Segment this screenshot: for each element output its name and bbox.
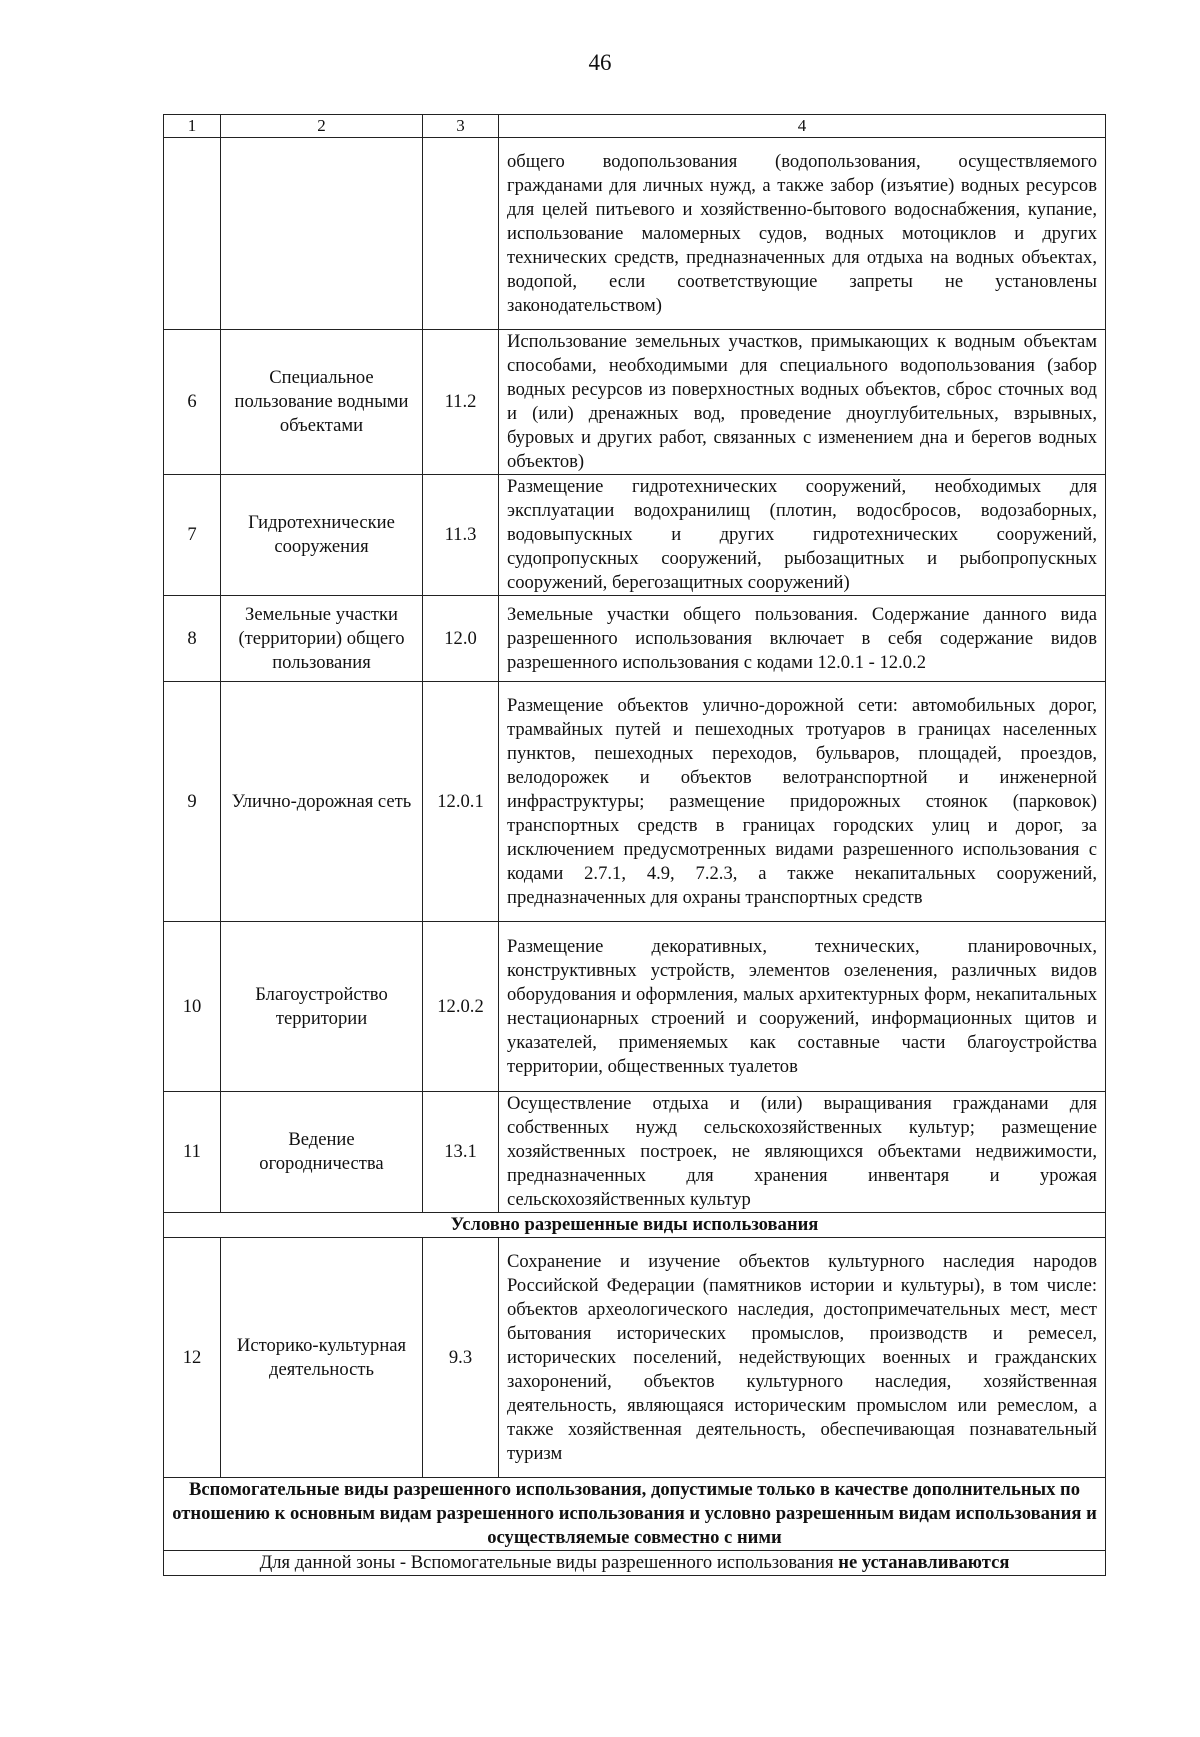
row-code <box>423 138 499 330</box>
section-heading-conditional: Условно разрешенные виды использования <box>164 1213 1106 1238</box>
table-row <box>164 475 1106 596</box>
row-code: 12.0.1 <box>423 682 499 922</box>
footer-cell <box>164 1551 1106 1576</box>
row-code: 12.0.2 <box>423 922 499 1092</box>
section-row-auxiliary <box>164 1478 1106 1551</box>
row-code: 12.0 <box>423 596 499 682</box>
page-number: 46 <box>588 50 612 75</box>
row-number: 6 <box>164 330 221 475</box>
row-name: Земельные участки (территории) общего пользования <box>221 596 423 682</box>
row-description: Размещение декоративных, технических, планировочных, конструктивных устройств, элементов озеленения, различных видов оборудования и оформления, малых архитектурных форм, некапитальных нестационарных строений и сооружений, информационных щитов и указателей, применяемых как составные части благоустройства территории, общественных туалетов <box>499 922 1106 1092</box>
row-name: Улично-дорожная сеть <box>221 682 423 922</box>
table-row <box>164 682 1106 922</box>
section-row-conditional <box>164 1213 1106 1238</box>
row-number: 12 <box>164 1238 221 1478</box>
row-code: 11.2 <box>423 330 499 475</box>
row-description: Размещение гидротехнических сооружений, необходимых для эксплуатации водохранилищ (плотин, водосбросов, водозаборных, водовыпускных и других гидротехнических сооружений, судопропускных сооружений, рыбозащитных и рыбопропускных сооружений, берегозащитных сооружений) <box>499 475 1106 596</box>
row-code: 9.3 <box>423 1238 499 1478</box>
row-name: Историко-культурная деятельность <box>221 1238 423 1478</box>
row-description: Осуществление отдыха и (или) выращивания гражданами для собственных нужд сельскохозяйственных культур; размещение хозяйственных построек, не являющихся объектами недвижимости, предназначенных для хранения инвентаря и урожая сельскохозяйственных культур <box>499 1092 1106 1213</box>
land-use-table <box>163 114 1106 1576</box>
section-heading-auxiliary: Вспомогательные виды разрешенного использования, допустимые только в качестве дополнительных по отношению к основным видам разрешенного использования и условно разрешенным видам использования и осуществляемые совместно с ними <box>164 1478 1106 1551</box>
row-number: 7 <box>164 475 221 596</box>
table-row <box>164 1238 1106 1478</box>
row-description: Земельные участки общего пользования. Содержание данного вида разрешенного использования включает в себя содержание видов разрешенного использования с кодами 12.0.1 - 12.0.2 <box>499 596 1106 682</box>
row-number: 9 <box>164 682 221 922</box>
footer-bold-text: не устанавливаются <box>838 1552 1010 1573</box>
row-number: 8 <box>164 596 221 682</box>
header-col-3: 3 <box>423 115 499 138</box>
row-description: Сохранение и изучение объектов культурного наследия народов Российской Федерации (памятников истории и культуры), в том числе: объектов археологического наследия, достопримечательных мест, мест бытования исторических промыслов, производств и ремесел, исторических поселений, недействующих военных и гражданских захоронений, объектов культурного наследия, хозяйственная деятельность, являющаяся историческим промыслом или ремеслом, а также хозяйственная деятельность, обеспечивающая познавательный туризм <box>499 1238 1106 1478</box>
row-name: Ведение огородничества <box>221 1092 423 1213</box>
row-description: общего водопользования (водопользования, осуществляемого гражданами для личных нужд, а также забор (изъятие) водных ресурсов для целей питьевого и хозяйственно-бытового водоснабжения, купание, использование маломерных судов, водных мотоциклов и других технических средств, предназначенных для отдыха на водных объектах, водопой, если соответствующие запреты не установлены законодательством) <box>499 138 1106 330</box>
table-row <box>164 922 1106 1092</box>
table-row <box>164 330 1106 475</box>
header-col-2: 2 <box>221 115 423 138</box>
header-col-4: 4 <box>499 115 1106 138</box>
row-name: Гидротехнические сооружения <box>221 475 423 596</box>
footer-text: Для данной зоны - Вспомогательные виды разрешенного использования <box>259 1552 834 1573</box>
row-description: Размещение объектов улично-дорожной сети: автомобильных дорог, трамвайных путей и пешеходных тротуаров в границах населенных пунктов, пешеходных переходов, бульваров, площадей, проездов, велодорожек и объектов велотранспортной и инженерной инфраструктуры; размещение придорожных стоянок (парковок) транспортных средств в границах городских улиц и дорог, за исключением предусмотренных видами разрешенного использования с кодами 2.7.1, 4.9, 7.2.3, а также некапитальных сооружений, предназначенных для охраны транспортных средств <box>499 682 1106 922</box>
row-number: 10 <box>164 922 221 1092</box>
row-number: 11 <box>164 1092 221 1213</box>
row-name <box>221 138 423 330</box>
row-number <box>164 138 221 330</box>
row-code: 11.3 <box>423 475 499 596</box>
footer-row <box>164 1551 1106 1576</box>
row-name: Благоустройство территории <box>221 922 423 1092</box>
table-row <box>164 1092 1106 1213</box>
row-code: 13.1 <box>423 1092 499 1213</box>
header-col-1: 1 <box>164 115 221 138</box>
row-description: Использование земельных участков, примыкающих к водным объектам способами, необходимыми для специального водопользования (забор водных ресурсов из поверхностных водных объектов, сброс сточных вод и (или) дренажных вод, проведение дноуглубительных, взрывных, буровых и других работ, связанных с изменением дна и берегов водных объектов) <box>499 330 1106 475</box>
row-name: Специальное пользование водными объектами <box>221 330 423 475</box>
header-row <box>164 115 1106 138</box>
table-row <box>164 596 1106 682</box>
table-row <box>164 138 1106 330</box>
